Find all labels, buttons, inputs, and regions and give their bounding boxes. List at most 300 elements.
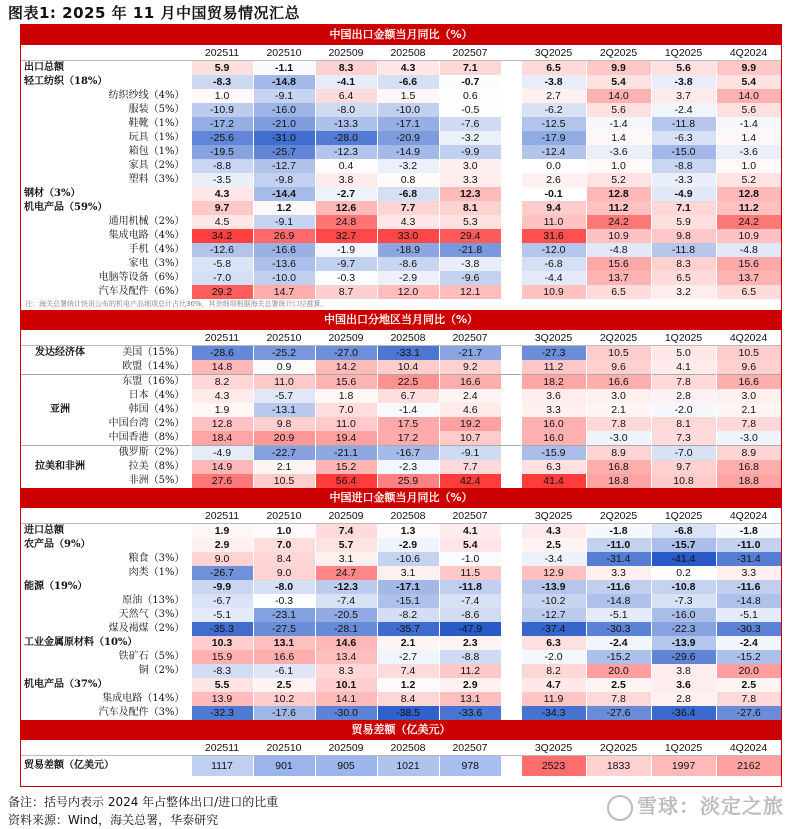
value-cell: 4.1 xyxy=(651,360,716,375)
row-label-text: 俄罗斯（2%） xyxy=(118,447,185,458)
region-group-label: 拉美和非洲 xyxy=(35,461,85,472)
data-table xyxy=(21,25,781,776)
value-cell: 16.8 xyxy=(716,460,781,474)
value-cell: 1.8 xyxy=(315,389,377,403)
value-cell: -5.1 xyxy=(586,608,651,622)
row-label: 机电产品（37%） xyxy=(24,679,108,690)
region-group-label: 发达经济体 xyxy=(35,347,85,358)
value-cell: 3.3 xyxy=(439,173,501,187)
value-cell: -2.0 xyxy=(521,650,586,664)
value-cell: 5.0 xyxy=(651,346,716,361)
value-cell: 6.7 xyxy=(377,389,439,403)
value-cell: -38.5 xyxy=(377,706,439,720)
col-gap xyxy=(501,360,521,375)
value-cell: 5.2 xyxy=(716,173,781,187)
table-row xyxy=(21,664,781,678)
value-cell: -10.0 xyxy=(253,271,315,285)
row-label: 铁矿石（5%） xyxy=(118,651,185,662)
value-cell: 3.6 xyxy=(521,389,586,403)
table-row xyxy=(21,446,781,461)
table-row xyxy=(21,417,781,431)
col-gap xyxy=(501,346,521,361)
value-cell: -0.5 xyxy=(439,103,501,117)
value-cell: 25.9 xyxy=(377,474,439,488)
table-row xyxy=(21,187,781,201)
table-row xyxy=(21,201,781,215)
col-header: 4Q2024 xyxy=(716,45,781,61)
value-cell: 4.3 xyxy=(377,61,439,76)
value-cell: 9.8 xyxy=(253,417,315,431)
row-label: 通用机械（2%） xyxy=(108,216,185,227)
col-header: 2Q2025 xyxy=(586,508,651,524)
row-label xyxy=(21,360,191,375)
col-gap xyxy=(501,271,521,285)
value-cell: 7.7 xyxy=(377,201,439,215)
value-cell: -4.8 xyxy=(716,243,781,257)
value-cell: 32.7 xyxy=(315,229,377,243)
value-cell: 3.2 xyxy=(651,285,716,299)
value-cell: -31.0 xyxy=(253,131,315,145)
row-label xyxy=(21,460,191,474)
value-cell: 24.2 xyxy=(586,215,651,229)
col-header: 1Q2025 xyxy=(651,508,716,524)
footer-source: 资料来源：Wind，海关总署，华泰研究 xyxy=(8,813,219,827)
value-cell: -8.3 xyxy=(191,75,253,89)
table-row xyxy=(21,580,781,594)
value-cell: -15.0 xyxy=(651,145,716,159)
row-label: 家具（2%） xyxy=(128,160,185,171)
value-cell: 3.8 xyxy=(315,173,377,187)
col-gap xyxy=(501,460,521,474)
value-cell: -0.3 xyxy=(315,271,377,285)
value-cell: 5.3 xyxy=(439,215,501,229)
value-cell: -1.0 xyxy=(439,552,501,566)
table-row xyxy=(21,131,781,145)
value-cell: 9.8 xyxy=(651,229,716,243)
value-cell: 2.9 xyxy=(439,678,501,692)
row-label: 能源（19%） xyxy=(24,581,88,592)
col-header: 1Q2025 xyxy=(651,45,716,61)
col-header: 202509 xyxy=(315,45,377,61)
value-cell: 15.6 xyxy=(586,257,651,271)
value-cell: 14.0 xyxy=(586,89,651,103)
col-header: 202510 xyxy=(253,740,315,756)
value-cell: -27.0 xyxy=(315,346,377,361)
value-cell: 20.9 xyxy=(253,431,315,446)
value-cell: 1.0 xyxy=(586,159,651,173)
col-gap xyxy=(501,417,521,431)
value-cell: 2.8 xyxy=(651,692,716,706)
col-gap xyxy=(501,187,521,201)
col-gap xyxy=(501,538,521,552)
value-cell: 10.5 xyxy=(716,346,781,361)
value-cell: -7.4 xyxy=(439,594,501,608)
value-cell: 0.8 xyxy=(377,173,439,187)
value-cell: 2.5 xyxy=(521,538,586,552)
value-cell: 6.5 xyxy=(586,285,651,299)
row-label: 集成电路（14%） xyxy=(102,693,185,704)
col-header: 2Q2025 xyxy=(586,45,651,61)
row-label: 机电产品（59%） xyxy=(24,202,108,213)
value-cell: 9.9 xyxy=(716,61,781,76)
value-cell: 2.1 xyxy=(253,460,315,474)
table-row xyxy=(21,271,781,285)
value-cell: 2162 xyxy=(716,756,781,777)
value-cell: 8.7 xyxy=(315,285,377,299)
row-label: 电脑等设备（6%） xyxy=(98,272,185,283)
value-cell: -19.5 xyxy=(191,145,253,159)
value-cell: 29.4 xyxy=(439,229,501,243)
value-cell: 14.8 xyxy=(191,360,253,375)
value-cell: 8.9 xyxy=(586,446,651,461)
value-cell: 13.7 xyxy=(586,271,651,285)
value-cell: 17.2 xyxy=(377,431,439,446)
value-cell: 12.3 xyxy=(439,187,501,201)
row-label-text: 拉美（8%） xyxy=(128,461,185,472)
col-gap xyxy=(501,103,521,117)
value-cell: 10.2 xyxy=(253,692,315,706)
value-cell: 26.9 xyxy=(253,229,315,243)
value-cell: -29.6 xyxy=(651,650,716,664)
value-cell: 10.7 xyxy=(439,431,501,446)
value-cell: 5.6 xyxy=(586,103,651,117)
value-cell: -12.3 xyxy=(315,145,377,159)
value-cell: -16.0 xyxy=(253,103,315,117)
value-cell: -3.0 xyxy=(716,431,781,446)
row-label: 贸易差额（亿美元） xyxy=(24,760,114,771)
value-cell: 16.0 xyxy=(521,417,586,431)
value-cell: -20.9 xyxy=(377,131,439,145)
table-row xyxy=(21,524,781,539)
value-cell: 12.6 xyxy=(315,201,377,215)
table-row xyxy=(21,103,781,117)
value-cell: -11.0 xyxy=(716,538,781,552)
col-header: 202511 xyxy=(191,45,253,61)
value-cell: -0.1 xyxy=(521,187,586,201)
value-cell: 7.7 xyxy=(439,460,501,474)
value-cell: 8.2 xyxy=(521,664,586,678)
value-cell: -3.0 xyxy=(586,431,651,446)
export-section-header-label: 中国出口金额当月同比（%） xyxy=(21,25,781,45)
value-cell: -3.8 xyxy=(651,75,716,89)
value-cell: 33.0 xyxy=(377,229,439,243)
value-cell: 7.1 xyxy=(439,61,501,76)
value-cell: 41.4 xyxy=(521,474,586,488)
value-cell: 6.5 xyxy=(521,61,586,76)
value-cell: -30.3 xyxy=(716,622,781,636)
value-cell: 12.8 xyxy=(716,187,781,201)
value-cell: -34.3 xyxy=(521,706,586,720)
row-label: 服装（5%） xyxy=(128,104,185,115)
row-label: 煤及褐煤（2%） xyxy=(108,623,185,634)
value-cell: 29.2 xyxy=(191,285,253,299)
value-cell: -35.3 xyxy=(191,622,253,636)
row-label: 轻工纺织（18%） xyxy=(24,76,108,87)
value-cell: -2.4 xyxy=(716,636,781,650)
value-cell: -8.8 xyxy=(651,159,716,173)
value-cell: 12.8 xyxy=(586,187,651,201)
trade-balance-row xyxy=(21,756,781,777)
value-cell: 7.8 xyxy=(651,375,716,390)
row-label: 工业金属原材料（10%） xyxy=(24,637,138,648)
value-cell: -11.6 xyxy=(716,580,781,594)
value-cell: 9.7 xyxy=(191,201,253,215)
value-cell: 8.3 xyxy=(651,257,716,271)
row-label: 粮食（3%） xyxy=(128,553,185,564)
value-cell: -12.3 xyxy=(315,580,377,594)
value-cell: 1.5 xyxy=(377,89,439,103)
value-cell: -9.1 xyxy=(439,446,501,461)
col-gap xyxy=(501,131,521,145)
row-label-text: 东盟（16%） xyxy=(122,376,185,387)
row-label: 纺织纱线（4%） xyxy=(108,90,185,101)
value-cell: -17.1 xyxy=(377,580,439,594)
value-cell: -47.9 xyxy=(439,622,501,636)
value-cell: -14.8 xyxy=(253,75,315,89)
value-cell: 12.8 xyxy=(191,417,253,431)
col-header: 202507 xyxy=(439,45,501,61)
value-cell: -8.0 xyxy=(253,580,315,594)
value-cell: 1.3 xyxy=(377,524,439,539)
value-cell: -9.8 xyxy=(253,173,315,187)
value-cell: -20.5 xyxy=(315,608,377,622)
value-cell: -25.6 xyxy=(191,131,253,145)
value-cell: -11.8 xyxy=(651,243,716,257)
value-cell: 12.1 xyxy=(439,285,501,299)
table-row xyxy=(21,460,781,474)
value-cell: -10.0 xyxy=(377,103,439,117)
col-gap xyxy=(501,524,521,539)
value-cell: -14.8 xyxy=(716,594,781,608)
col-gap xyxy=(501,229,521,243)
value-cell: -11.8 xyxy=(651,117,716,131)
value-cell: -6.8 xyxy=(377,187,439,201)
value-cell: -31.4 xyxy=(716,552,781,566)
value-cell: -23.1 xyxy=(253,608,315,622)
value-cell: -8.8 xyxy=(439,650,501,664)
value-cell: -2.9 xyxy=(377,271,439,285)
row-label-text: 美国（15%） xyxy=(122,347,185,358)
value-cell: -4.9 xyxy=(191,446,253,461)
table-row xyxy=(21,650,781,664)
value-cell: 3.8 xyxy=(651,664,716,678)
value-cell: 16.6 xyxy=(439,375,501,390)
value-cell: 3.0 xyxy=(439,159,501,173)
table-row xyxy=(21,257,781,271)
value-cell: -9.7 xyxy=(315,257,377,271)
col-gap xyxy=(501,678,521,692)
table-row xyxy=(21,636,781,650)
value-cell: -9.6 xyxy=(439,271,501,285)
table-row xyxy=(21,285,781,299)
value-cell: -8.3 xyxy=(191,664,253,678)
col-header: 202509 xyxy=(315,330,377,346)
row-label xyxy=(21,375,191,390)
value-cell: 3.7 xyxy=(651,89,716,103)
export-note-row xyxy=(21,299,781,310)
value-cell: -14.9 xyxy=(377,145,439,159)
value-cell: 2.6 xyxy=(521,173,586,187)
value-cell: 5.6 xyxy=(716,103,781,117)
row-label-text: 韩国（4%） xyxy=(128,404,185,415)
value-cell: 17.5 xyxy=(377,417,439,431)
value-cell: 3.6 xyxy=(651,678,716,692)
table-row xyxy=(21,403,781,417)
value-cell: -9.9 xyxy=(191,580,253,594)
value-cell: 7.4 xyxy=(377,664,439,678)
value-cell: -15.2 xyxy=(716,650,781,664)
value-cell: 10.5 xyxy=(253,474,315,488)
value-cell: -28.0 xyxy=(315,131,377,145)
import-section-header-label: 中国进口金额当月同比（%） xyxy=(21,488,781,508)
value-cell: 10.9 xyxy=(586,229,651,243)
value-cell: 18.4 xyxy=(191,431,253,446)
value-cell: 11.2 xyxy=(439,664,501,678)
table-row xyxy=(21,215,781,229)
value-cell: -2.9 xyxy=(377,538,439,552)
table-row xyxy=(21,145,781,159)
col-header: 4Q2024 xyxy=(716,508,781,524)
value-cell: -10.2 xyxy=(521,594,586,608)
value-cell: 3.3 xyxy=(716,566,781,580)
value-cell: -6.2 xyxy=(521,103,586,117)
value-cell: -10.9 xyxy=(191,103,253,117)
row-label: 铜（2%） xyxy=(138,665,185,676)
value-cell: 16.6 xyxy=(586,375,651,390)
value-cell: -30.3 xyxy=(586,622,651,636)
col-gap xyxy=(501,508,521,524)
value-cell: -27.3 xyxy=(521,346,586,361)
value-cell: -1.8 xyxy=(716,524,781,539)
col-header: 4Q2024 xyxy=(716,740,781,756)
value-cell: 6.3 xyxy=(521,636,586,650)
value-cell: 0.4 xyxy=(315,159,377,173)
table-row xyxy=(21,552,781,566)
value-cell: 1.4 xyxy=(716,131,781,145)
col-gap xyxy=(501,173,521,187)
value-cell: 3.1 xyxy=(315,552,377,566)
value-cell: 11.9 xyxy=(521,692,586,706)
row-label xyxy=(21,431,191,446)
value-cell: 11.2 xyxy=(716,201,781,215)
value-cell: 2.5 xyxy=(586,678,651,692)
value-cell: 9.6 xyxy=(716,360,781,375)
value-cell: -15.7 xyxy=(651,538,716,552)
header-blank xyxy=(21,45,191,61)
value-cell: -3.4 xyxy=(521,552,586,566)
table-row xyxy=(21,173,781,187)
value-cell: -8.0 xyxy=(315,103,377,117)
value-cell: -18.9 xyxy=(377,243,439,257)
value-cell: 8.3 xyxy=(315,664,377,678)
value-cell: -12.7 xyxy=(521,608,586,622)
value-cell: -9.1 xyxy=(253,215,315,229)
value-cell: -33.1 xyxy=(377,346,439,361)
watermark-text: 雪球：淡定之旅 xyxy=(637,794,784,818)
region-column-headers xyxy=(21,330,781,346)
value-cell: -37.4 xyxy=(521,622,586,636)
row-label: 鞋靴（1%） xyxy=(128,118,185,129)
value-cell: -13.3 xyxy=(315,117,377,131)
value-cell: 0.2 xyxy=(651,566,716,580)
value-cell: 11.0 xyxy=(315,417,377,431)
trade-summary-table xyxy=(20,24,782,787)
value-cell: 6.4 xyxy=(315,89,377,103)
value-cell: 1.0 xyxy=(253,524,315,539)
value-cell: 9.2 xyxy=(439,360,501,375)
value-cell: -16.0 xyxy=(651,608,716,622)
value-cell: -6.7 xyxy=(191,594,253,608)
value-cell: 6.3 xyxy=(521,460,586,474)
value-cell: -5.1 xyxy=(191,608,253,622)
value-cell: 5.4 xyxy=(716,75,781,89)
row-label xyxy=(21,389,191,403)
value-cell: -15.9 xyxy=(521,446,586,461)
header-blank xyxy=(21,508,191,524)
col-gap xyxy=(501,243,521,257)
value-cell: 5.9 xyxy=(651,215,716,229)
value-cell: 5.5 xyxy=(191,678,253,692)
row-label: 钢材（3%） xyxy=(24,188,81,199)
col-gap xyxy=(501,756,521,777)
value-cell: -21.0 xyxy=(253,117,315,131)
value-cell: 14.9 xyxy=(191,460,253,474)
footer-note: 备注：括号内表示 2024 年占整体出口/进口的比重 xyxy=(8,795,279,809)
col-gap xyxy=(501,692,521,706)
col-gap xyxy=(501,285,521,299)
value-cell: -13.6 xyxy=(253,257,315,271)
value-cell: 14.2 xyxy=(315,360,377,375)
row-label: 出口总额 xyxy=(24,62,64,73)
value-cell: -36.4 xyxy=(651,706,716,720)
col-gap xyxy=(501,431,521,446)
col-gap xyxy=(501,257,521,271)
row-label: 箱包（1%） xyxy=(128,146,185,157)
row-label: 进口总额 xyxy=(24,525,64,536)
value-cell: -2.7 xyxy=(377,650,439,664)
value-cell: 11.0 xyxy=(253,375,315,390)
value-cell: -25.7 xyxy=(253,145,315,159)
col-header: 202510 xyxy=(253,45,315,61)
value-cell: 4.3 xyxy=(521,524,586,539)
value-cell: -17.2 xyxy=(191,117,253,131)
col-gap xyxy=(501,375,521,390)
row-label: 天然气（3%） xyxy=(118,609,185,620)
value-cell: 1117 xyxy=(191,756,253,777)
value-cell: 8.4 xyxy=(377,692,439,706)
value-cell: 3.0 xyxy=(716,389,781,403)
col-gap xyxy=(501,636,521,650)
value-cell: 6.5 xyxy=(651,271,716,285)
value-cell: 15.9 xyxy=(191,650,253,664)
table-row xyxy=(21,678,781,692)
value-cell: -15.2 xyxy=(586,650,651,664)
value-cell: -0.7 xyxy=(439,75,501,89)
value-cell: -15.1 xyxy=(377,594,439,608)
value-cell: -27.5 xyxy=(253,622,315,636)
row-label: 家电（3%） xyxy=(128,258,185,269)
value-cell: 4.5 xyxy=(191,215,253,229)
row-label xyxy=(21,417,191,431)
value-cell: 20.0 xyxy=(716,664,781,678)
table-row xyxy=(21,692,781,706)
row-label xyxy=(21,346,191,361)
value-cell: 13.7 xyxy=(716,271,781,285)
value-cell: 14.0 xyxy=(716,89,781,103)
value-cell: 8.2 xyxy=(191,375,253,390)
value-cell: -3.6 xyxy=(586,145,651,159)
col-gap xyxy=(501,117,521,131)
